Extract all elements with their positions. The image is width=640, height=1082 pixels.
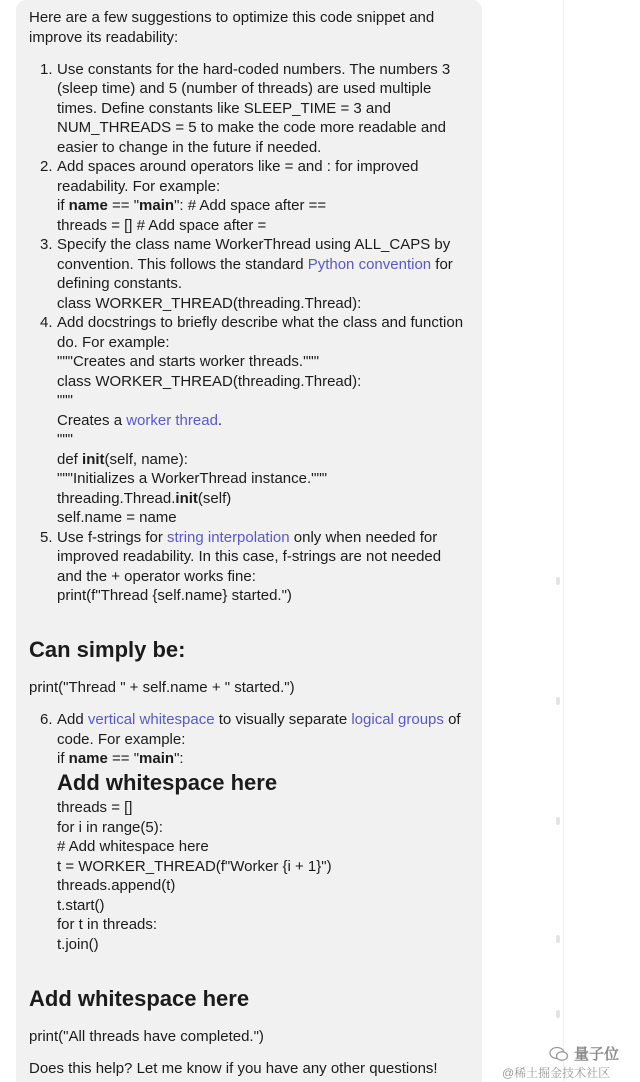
code-line: threads.append(t): [57, 877, 176, 894]
code-line: for t in threads:: [57, 916, 158, 933]
link-logical-groups[interactable]: logical groups: [351, 711, 444, 728]
link-vertical-whitespace[interactable]: vertical whitespace: [87, 711, 215, 728]
list-number: 1.: [40, 61, 53, 78]
scrollbar-tick[interactable]: [556, 577, 560, 585]
code-line: """: [57, 392, 73, 409]
code-line: print("Thread " + self.name + " started."): [29, 679, 295, 696]
code-line: threading.Thread.init(self): [57, 490, 232, 507]
item-text: and the + operator works fine:: [57, 568, 256, 585]
closing-text: Does this help? Let me know if you have any other questions!: [29, 1060, 438, 1077]
intro-line: Here are a few suggestions to optimize this code snippet and: [29, 9, 435, 26]
scrollbar-tick[interactable]: [556, 935, 560, 943]
item-text: Add docstrings to briefly describe what the class and function: [57, 314, 464, 331]
item-text: Use f-strings for string interpolation only when needed for: [57, 529, 438, 546]
code-line: Creates a worker thread.: [57, 412, 223, 429]
heading-add-whitespace: Add whitespace here: [29, 986, 250, 1011]
item-text: improved readability. In this case, f-strings are not needed: [57, 548, 442, 565]
scrollbar-tick[interactable]: [556, 817, 560, 825]
item-text: times. Define constants like SLEEP_TIME = 3 and: [57, 100, 391, 117]
code-line: def init(self, name):: [57, 451, 188, 468]
item-text: easier to change in the future if needed.: [57, 139, 322, 156]
item-text: do. For example:: [57, 334, 170, 351]
item-text: (sleep time) and 5 (number of threads) are used multiple: [57, 80, 432, 97]
item-text: Specify the class name WorkerThread using ALL_CAPS by: [57, 236, 451, 253]
code-line: print(f"Thread {self.name} started."): [57, 587, 292, 604]
item-text: code. For example:: [57, 731, 186, 748]
link-python-convention[interactable]: Python convention: [307, 256, 432, 273]
code-line: for i in range(5):: [57, 819, 163, 836]
code-line: threads = [] # Add space after =: [57, 217, 267, 234]
list-number: 4.: [40, 314, 53, 331]
code-line: print("All threads have completed."): [29, 1028, 264, 1045]
list-number: 3.: [40, 236, 53, 253]
item-text: Use constants for the hard-coded numbers. The numbers 3: [57, 61, 451, 78]
item-text: Add spaces around operators like = and : for improved: [57, 158, 419, 175]
code-line: self.name = name: [57, 509, 177, 526]
code-line: class WORKER_THREAD(threading.Thread):: [57, 373, 362, 390]
code-line: """Creates and starts worker threads.""": [57, 353, 320, 370]
list-number: 6.: [40, 711, 53, 728]
scrollbar-tick[interactable]: [556, 697, 560, 705]
code-line: t.start(): [57, 897, 105, 914]
list-number: 2.: [40, 158, 53, 175]
item-text: readability. For example:: [57, 178, 221, 195]
list-number: 5.: [40, 529, 53, 546]
item-text: defining constants.: [57, 275, 183, 292]
code-line: if name == "main":: [57, 750, 184, 767]
item-text: NUM_THREADS = 5 to make the code more readable and: [57, 119, 446, 136]
link-string-interpolation[interactable]: string interpolation: [167, 529, 290, 546]
code-line: class WORKER_THREAD(threading.Thread):: [57, 295, 362, 312]
code-line: if name == "main": # Add space after ==: [57, 197, 327, 214]
code-line: t.join(): [57, 936, 99, 953]
scrollbar-tick[interactable]: [556, 1010, 560, 1018]
heading-whitespace-inline: Add whitespace here: [57, 770, 278, 795]
code-line: """Initializes a WorkerThread instance.""": [57, 470, 328, 487]
watermark-community: @稀土掘金技术社区: [502, 1066, 611, 1080]
divider: [563, 0, 564, 1082]
code-line: t = WORKER_THREAD(f"Worker {i + 1}"): [57, 858, 332, 875]
intro-line: improve its readability:: [29, 29, 179, 46]
code-line: # Add whitespace here: [57, 838, 209, 855]
code-line: threads = []: [57, 799, 133, 816]
item-text: convention. This follows the standard Python convention for: [57, 256, 453, 273]
item-text: Add vertical whitespace to visually separate logical groups of: [57, 711, 461, 728]
code-line: """: [57, 431, 73, 448]
link-worker-thread[interactable]: worker thread: [126, 412, 218, 429]
watermark-brand: 量子位: [574, 1046, 620, 1063]
heading-can-simply-be: Can simply be:: [29, 637, 186, 662]
